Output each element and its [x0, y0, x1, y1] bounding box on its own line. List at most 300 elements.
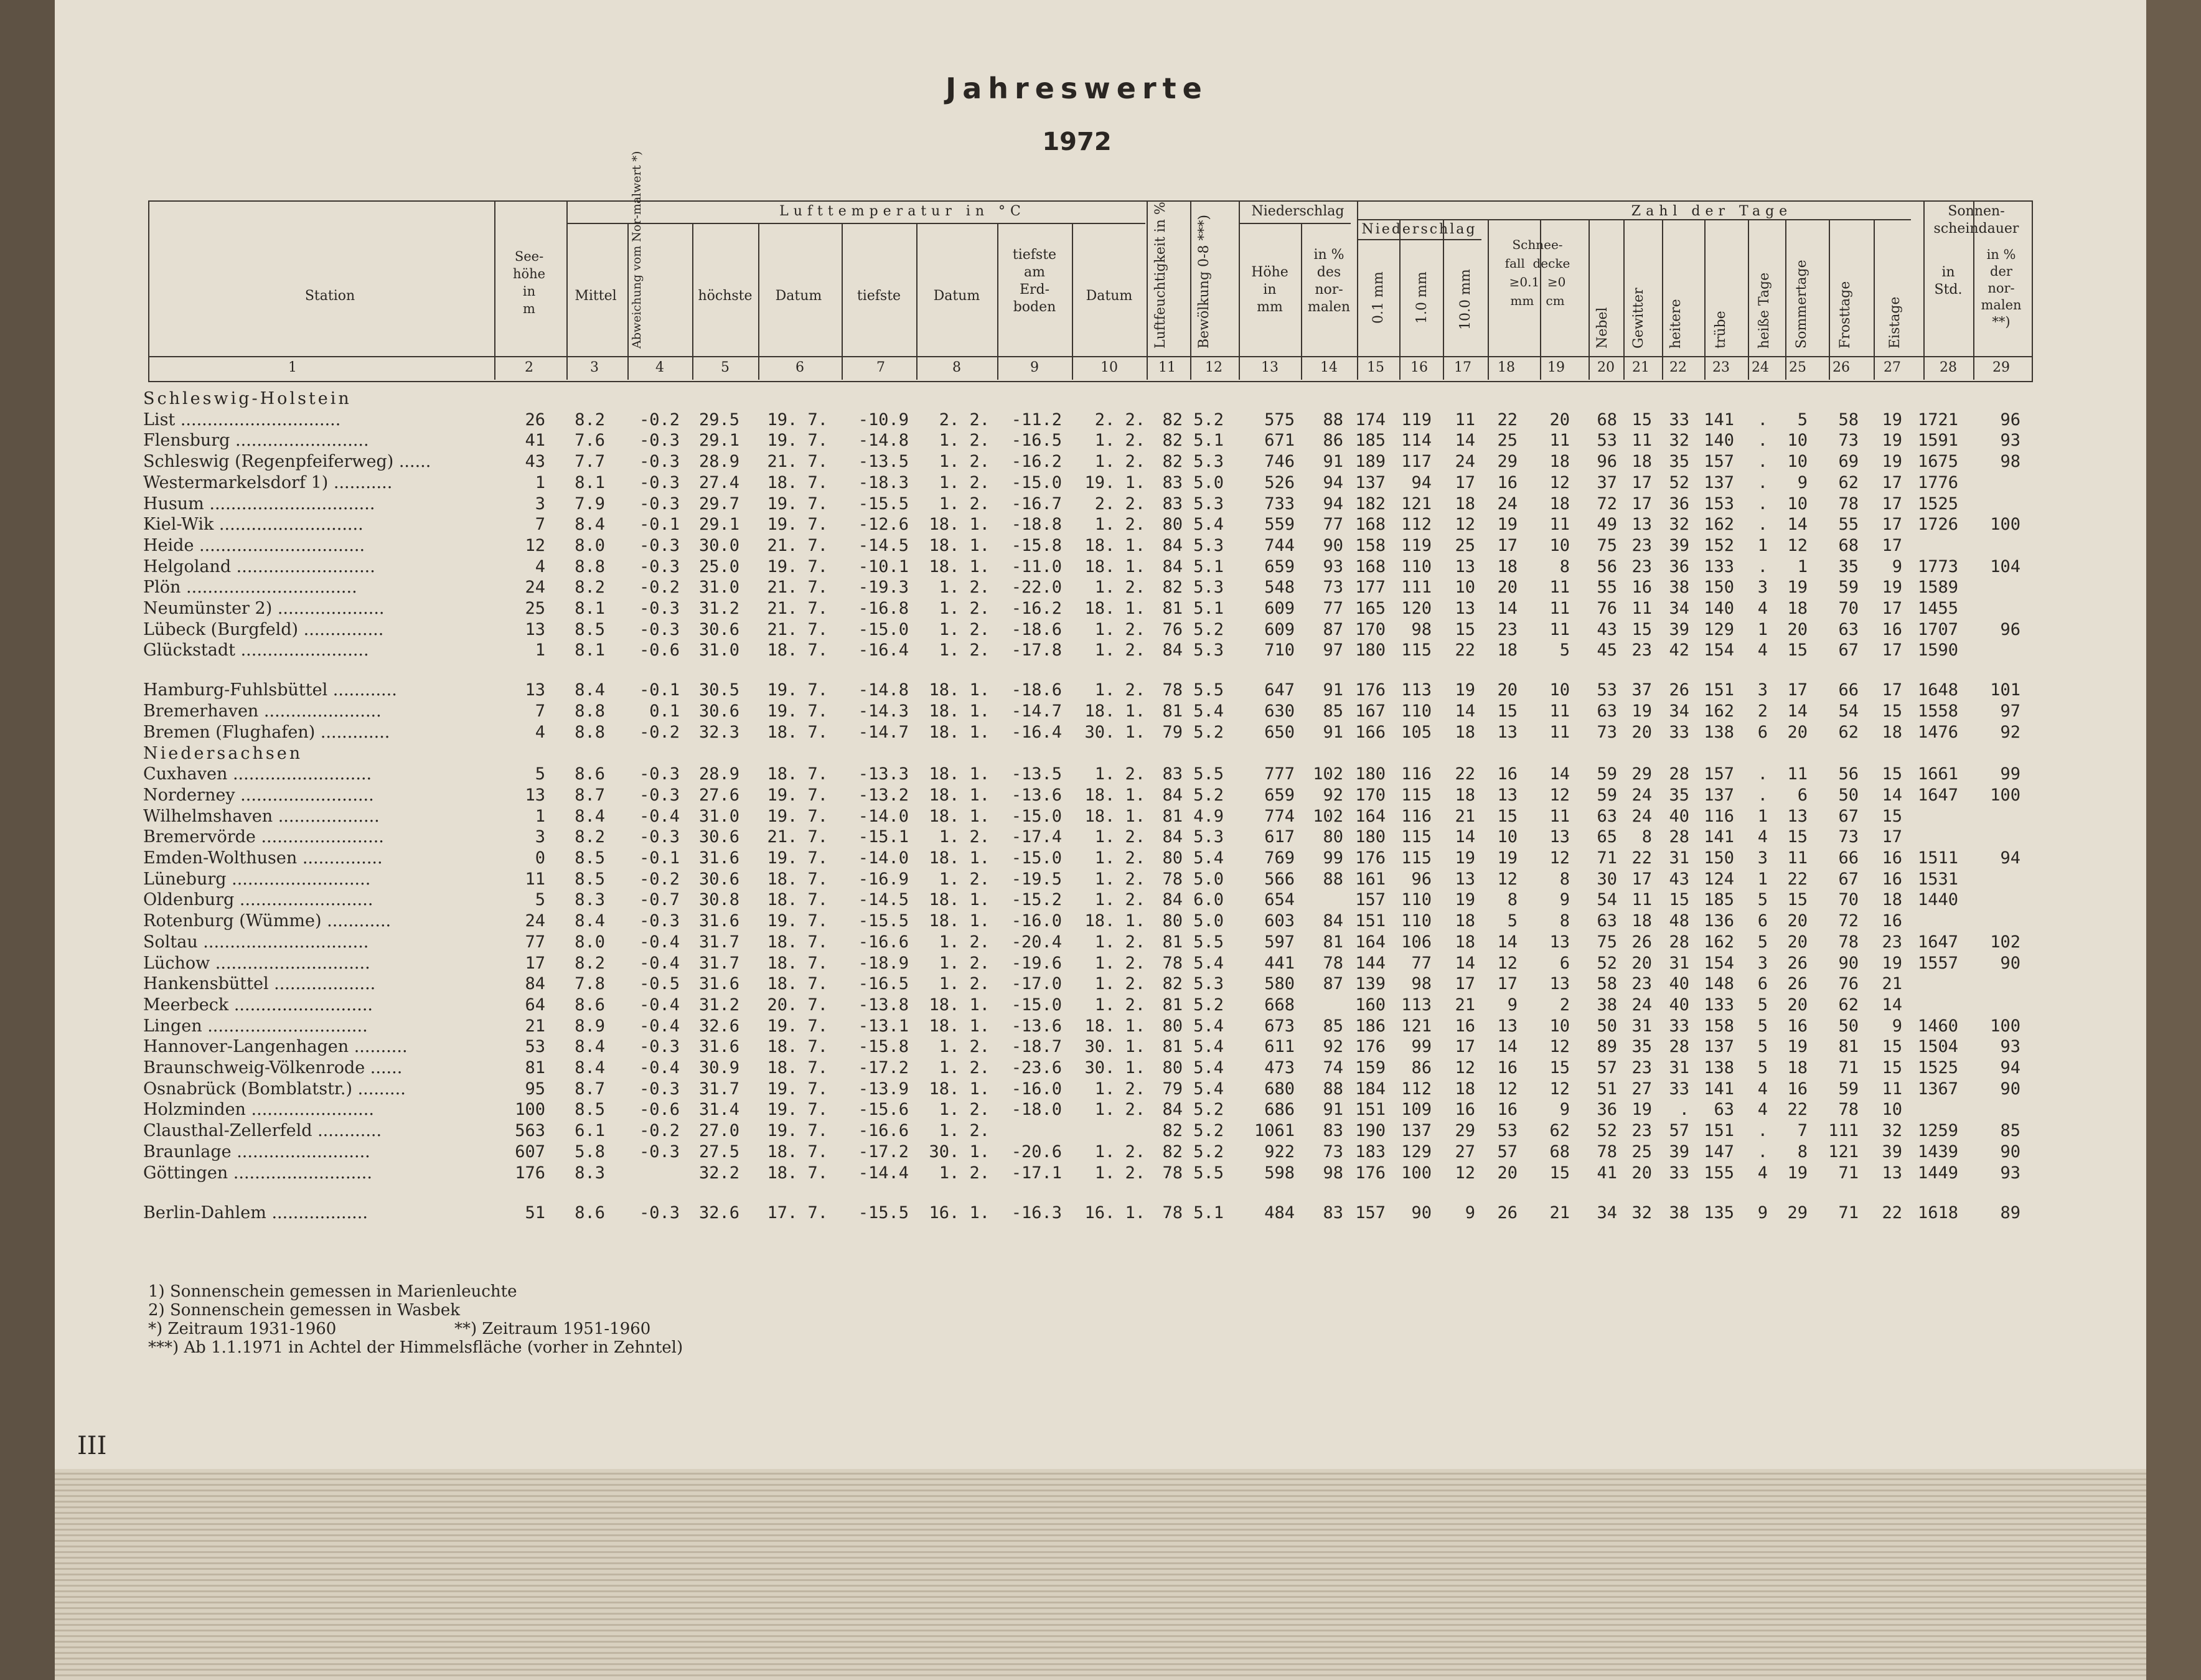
table-cell: -0.5 [639, 974, 680, 994]
header-rule-v-21 [1704, 219, 1706, 380]
table-cell: 3 [1757, 848, 1768, 868]
table-cell: 33 [1669, 1163, 1689, 1183]
table-cell: 609 [1264, 599, 1295, 618]
table-cell: -15.1 [858, 827, 909, 847]
table-cell: 83 [1323, 1121, 1343, 1141]
table-cell: 26 [1669, 680, 1689, 700]
table-cell: 184 [1355, 1079, 1386, 1099]
table-cell: 1. 2. [939, 1121, 990, 1141]
table-cell: -0.3 [639, 472, 680, 492]
table-cell: 617 [1264, 827, 1295, 847]
table-cell: 580 [1264, 974, 1295, 994]
table-cell: 4 [535, 556, 545, 576]
table-cell: 1. 2. [1094, 578, 1145, 598]
table-cell: 98 [1323, 1163, 1343, 1183]
book-edge-left [0, 0, 55, 1680]
table-cell: 1590 [1917, 641, 1958, 660]
table-cell: 157 [1704, 452, 1734, 472]
header-heitere: heitere [1668, 299, 1684, 349]
table-cell: 78 [1838, 932, 1859, 952]
table-cell: 18. 7. [767, 890, 828, 910]
table-cell: 13 [1497, 785, 1518, 805]
table-cell: 30.9 [698, 1058, 739, 1078]
table-cell: 5.2 [1193, 619, 1224, 639]
table-cell: 1. 2. [1094, 1142, 1145, 1161]
table-cell: 5 [1757, 1058, 1768, 1078]
column-number: 28 [1940, 360, 1957, 375]
table-cell: 14 [1882, 785, 1902, 805]
table-cell: 17 [1882, 515, 1902, 535]
table-cell: 1. 2. [1094, 641, 1145, 660]
footnote: 2) Sonnenschein gemessen in Wasbek [148, 1301, 460, 1320]
table-cell: 20 [1497, 680, 1518, 700]
table-row [143, 786, 2035, 807]
table-cell: 78 [1838, 494, 1859, 514]
header-nebel: Nebel [1595, 307, 1610, 349]
table-cell: 120 [1401, 599, 1432, 618]
table-cell: 121 [1401, 494, 1432, 514]
table-cell: 4 [1757, 827, 1768, 847]
table-cell: 17 [1497, 974, 1518, 994]
table-cell: 78 [1162, 680, 1183, 700]
table-cell: 24 [1631, 806, 1652, 826]
table-row [143, 1016, 2035, 1038]
table-cell: 1. 2. [939, 599, 990, 618]
table-cell: 43 [1597, 619, 1617, 639]
table-cell: 24 [525, 911, 545, 931]
table-cell: 8.5 [575, 1100, 605, 1120]
table-cell: 1. 2. [1094, 452, 1145, 472]
table-cell: 20 [1787, 619, 1808, 639]
table-cell: 110 [1401, 556, 1432, 576]
table-cell: 92 [1323, 785, 1343, 805]
table-cell: 19 [1631, 1100, 1652, 1120]
table-cell: -0.2 [639, 578, 680, 598]
table-row [143, 911, 2035, 932]
table-cell: 6.0 [1193, 890, 1224, 910]
table-cell: 13 [525, 785, 545, 805]
table-cell: 21. 7. [767, 535, 828, 555]
table-cell: 1. 2. [939, 641, 990, 660]
table-cell: 62 [1838, 995, 1859, 1015]
table-cell: -18.3 [858, 472, 909, 492]
table-cell: 1776 [1917, 472, 1958, 492]
table-cell: 1 [535, 806, 545, 826]
column-number: 14 [1320, 360, 1338, 375]
table-cell: 83 [1323, 1203, 1343, 1222]
table-cell: 16 [1497, 764, 1518, 784]
table-cell: 182 [1355, 494, 1386, 514]
table-cell: 100 [515, 1100, 545, 1120]
station-name: Braunschweig-Völkenrode ...... [143, 1058, 403, 1078]
table-cell: 109 [1401, 1100, 1432, 1120]
table-cell: 3 [1757, 578, 1768, 598]
table-cell: 27 [1631, 1079, 1652, 1099]
table-cell: 115 [1401, 848, 1432, 868]
table-row [143, 620, 2035, 641]
table-cell: 84 [525, 974, 545, 994]
table-cell: -0.4 [639, 932, 680, 952]
column-number: 22 [1669, 360, 1687, 375]
table-cell: 26 [1631, 932, 1652, 952]
table-cell: 8.1 [575, 472, 605, 492]
table-cell: 2. 2. [1094, 494, 1145, 514]
table-cell: 35 [1669, 452, 1689, 472]
table-cell: 158 [1704, 1016, 1734, 1036]
table-cell: 5.1 [1193, 1203, 1224, 1222]
header-hoehe-mm: Höhe in mm [1251, 265, 1288, 315]
header-frosttage: Frosttage [1837, 281, 1853, 349]
table-row [143, 1100, 2035, 1121]
table-row [143, 1203, 2035, 1224]
table-cell: 1 [535, 472, 545, 492]
table-cell: 111 [1401, 578, 1432, 598]
table-cell: 14 [1455, 953, 1475, 973]
table-cell: 84 [1323, 911, 1343, 931]
table-cell: 18. 7. [767, 472, 828, 492]
table-cell: 81 [1162, 702, 1183, 721]
table-cell: 50 [1597, 1016, 1617, 1036]
table-cell: 9 [1892, 556, 1902, 576]
table-cell: 1 [535, 641, 545, 660]
table-cell: -14.0 [858, 806, 909, 826]
table-cell: -0.2 [639, 869, 680, 889]
table-cell: 5.2 [1193, 995, 1224, 1015]
table-cell: 17. 7. [767, 1203, 828, 1222]
table-cell: 29.5 [698, 410, 739, 429]
table-cell: 4.9 [1193, 806, 1224, 826]
table-cell: 441 [1264, 953, 1295, 973]
table-cell: 56 [1838, 764, 1859, 784]
station-name: Neumünster 2) .................... [143, 599, 385, 618]
table-cell: 82 [1162, 974, 1183, 994]
table-cell: 8.5 [575, 869, 605, 889]
table-cell: 23 [1631, 641, 1652, 660]
header-rule-v-10 [1190, 200, 1191, 380]
table-cell: 37 [1631, 680, 1652, 700]
table-cell: 68 [1838, 535, 1859, 555]
header-rule-nieder-tage [1357, 239, 1481, 240]
table-cell: 17 [1882, 535, 1902, 555]
table-cell: 30. 1. [929, 1142, 990, 1161]
table-cell: 5.5 [1193, 764, 1224, 784]
table-cell: 53 [1597, 680, 1617, 700]
table-cell: 28 [1669, 764, 1689, 784]
table-cell: 11 [1631, 890, 1652, 910]
table-cell: 30.6 [698, 827, 739, 847]
table-cell: -14.5 [858, 535, 909, 555]
table-cell: 15 [1787, 641, 1808, 660]
table-cell: 92 [1323, 1037, 1343, 1057]
table-cell: 57 [1597, 1058, 1617, 1078]
table-cell: 18 [1882, 722, 1902, 742]
table-cell: 6 [1757, 911, 1768, 931]
table-cell: 54 [1838, 702, 1859, 721]
table-cell: 18. 1. [929, 515, 990, 535]
table-cell: 16. 1. [929, 1203, 990, 1222]
table-cell: 157 [1355, 1203, 1386, 1222]
table-cell: 11 [1549, 599, 1570, 618]
table-cell: 9 [1757, 1203, 1768, 1222]
table-cell: 32 [1669, 431, 1689, 451]
table-cell: -0.3 [639, 619, 680, 639]
table-cell: 6.1 [575, 1121, 605, 1141]
table-cell: 57 [1669, 1121, 1689, 1141]
table-cell: 15 [1787, 890, 1808, 910]
table-cell: 8.7 [575, 785, 605, 805]
table-cell: 18. 1. [929, 702, 990, 721]
table-cell: 76 [1162, 619, 1183, 639]
table-cell: 38 [1669, 1203, 1689, 1222]
table-cell: 20 [1631, 953, 1652, 973]
header-hoechste: höchste [698, 288, 753, 304]
table-cell: 18. 1. [929, 680, 990, 700]
table-cell: 21 [1882, 974, 1902, 994]
table-cell: 89 [1597, 1037, 1617, 1057]
column-number: 17 [1454, 360, 1471, 375]
table-cell: 5.4 [1193, 1058, 1224, 1078]
table-cell: 15 [1549, 1163, 1570, 1183]
table-cell: 39 [1882, 1142, 1902, 1161]
table-cell: 13 [525, 619, 545, 639]
table-cell: 100 [1990, 785, 2020, 805]
table-cell: 13 [1497, 722, 1518, 742]
table-cell: 80 [1162, 848, 1183, 868]
table-cell: 1. 2. [1094, 827, 1145, 847]
table-row [143, 1163, 2035, 1185]
table-cell: -0.3 [639, 452, 680, 472]
table-cell: 8.2 [575, 827, 605, 847]
table-cell: 11 [1455, 410, 1475, 429]
table-cell: 45 [1597, 641, 1617, 660]
table-cell: 33 [1669, 1079, 1689, 1099]
table-cell: 12 [525, 535, 545, 555]
table-cell: 1. 2. [1094, 1163, 1145, 1183]
header-niederschlag: Niederschlag [1251, 204, 1345, 219]
table-cell: 29 [1631, 764, 1652, 784]
table-cell: 1. 2. [939, 1100, 990, 1120]
table-cell: 38 [1669, 578, 1689, 598]
table-row [143, 515, 2035, 536]
table-cell: 90 [2000, 1079, 2020, 1099]
table-cell: 6 [1559, 953, 1570, 973]
table-cell: 630 [1264, 702, 1295, 721]
table-cell: 609 [1264, 619, 1295, 639]
table-row [143, 410, 2035, 431]
table-cell: 88 [1323, 1079, 1343, 1099]
table-cell: 1. 2. [939, 1037, 990, 1057]
table-cell: 41 [525, 431, 545, 451]
table-cell: 11 [1549, 578, 1570, 598]
table-cell: 17 [1882, 494, 1902, 514]
table-cell: 10 [1549, 1016, 1570, 1036]
table-cell: 1525 [1917, 494, 1958, 514]
station-name: Kiel-Wik ........................... [143, 515, 364, 535]
table-cell: 1589 [1917, 578, 1958, 598]
table-cell: 16 [1882, 619, 1902, 639]
table-cell: 659 [1264, 556, 1295, 576]
station-name: Soltau ............................... [143, 932, 369, 952]
table-cell: 79 [1162, 1079, 1183, 1099]
table-cell: 167 [1355, 702, 1386, 721]
table-cell: 17 [1455, 1037, 1475, 1057]
table-cell: 98 [2000, 452, 2020, 472]
table-cell: 19. 7. [767, 1079, 828, 1099]
station-name: Hannover-Langenhagen .......... [143, 1037, 408, 1057]
table-cell: 144 [1355, 953, 1386, 973]
table-cell: -0.4 [639, 1016, 680, 1036]
table-cell: 97 [1323, 641, 1343, 660]
table-cell: 13 [1549, 974, 1570, 994]
table-cell: 23 [1497, 619, 1518, 639]
table-cell: 18 [1455, 494, 1475, 514]
table-row [143, 723, 2035, 744]
table-cell: 19 [1882, 953, 1902, 973]
table-cell: 10 [1787, 452, 1808, 472]
table-cell: 94 [1411, 472, 1432, 492]
table-cell: 26 [1497, 1203, 1518, 1222]
table-cell: -13.6 [1011, 1016, 1062, 1036]
table-cell: 5.2 [1193, 785, 1224, 805]
table-cell: 1675 [1917, 452, 1958, 472]
table-cell: -16.0 [1011, 1079, 1062, 1099]
header-bewoelkung: Bewölkung 0-8 ***) [1196, 214, 1212, 349]
table-cell: 5.1 [1193, 556, 1224, 576]
table-cell: 5 [535, 764, 545, 784]
column-number: 7 [876, 360, 885, 375]
table-cell: 5 [1757, 1016, 1768, 1036]
table-cell: 1. 2. [939, 494, 990, 514]
table-cell: 16 [1497, 1100, 1518, 1120]
table-cell: 22 [1787, 869, 1808, 889]
column-number: 9 [1030, 360, 1039, 375]
table-cell: 119 [1401, 535, 1432, 555]
table-cell: 5.4 [1193, 953, 1224, 973]
table-row [143, 1037, 2035, 1058]
table-cell: 18. 1. [929, 890, 990, 910]
table-cell: 104 [1990, 556, 2020, 576]
table-cell: 18. 1. [929, 806, 990, 826]
table-cell: -17.2 [858, 1058, 909, 1078]
table-cell: 27.4 [698, 472, 739, 492]
table-cell: 21 [1549, 1203, 1570, 1222]
header-rule-v-15 [1443, 219, 1444, 380]
table-cell: 7.8 [575, 974, 605, 994]
table-cell: 23 [1631, 974, 1652, 994]
table-cell: 777 [1264, 764, 1295, 784]
table-cell: 3 [1757, 953, 1768, 973]
table-cell: 31.7 [698, 932, 739, 952]
table-cell: 1259 [1917, 1121, 1958, 1141]
table-cell: -16.3 [1011, 1203, 1062, 1222]
station-name: Lübeck (Burgfeld) ............... [143, 619, 384, 639]
table-cell: 19. 1. [1084, 472, 1145, 492]
table-cell: 106 [1401, 932, 1432, 952]
table-cell: 5.8 [575, 1142, 605, 1161]
table-cell: 59 [1597, 785, 1617, 805]
table-cell: 6 [1797, 785, 1808, 805]
table-cell: -0.1 [639, 848, 680, 868]
header-seehoehe: See- höhe in m [512, 249, 546, 316]
table-cell: 1721 [1917, 410, 1958, 429]
table-cell: 81 [1838, 1037, 1859, 1057]
table-cell: 101 [1990, 680, 2020, 700]
table-cell: 54 [1597, 890, 1617, 910]
table-cell: 18. 1. [1084, 1016, 1145, 1036]
table-cell: 18. 7. [767, 722, 828, 742]
table-cell: 1. 2. [939, 1163, 990, 1183]
table-cell: 91 [1323, 722, 1343, 742]
table-cell: 597 [1264, 932, 1295, 952]
table-cell: 8.3 [575, 890, 605, 910]
table-cell: 59 [1597, 764, 1617, 784]
table-cell: 8.4 [575, 515, 605, 535]
table-cell: 34 [1669, 599, 1689, 618]
table-cell: 1647 [1917, 932, 1958, 952]
header-in-std: in Std. [1934, 265, 1963, 298]
station-name: Rotenburg (Wümme) ............ [143, 911, 392, 931]
table-cell: -0.1 [639, 680, 680, 700]
table-cell: 21. 7. [767, 578, 828, 598]
table-row [143, 954, 2035, 975]
table-cell: -0.4 [639, 995, 680, 1015]
table-cell: 82 [1162, 1142, 1183, 1161]
table-cell: 19. 7. [767, 702, 828, 721]
table-cell: 81 [525, 1058, 545, 1078]
table-cell: 1 [1757, 535, 1768, 555]
table-cell: 16 [1882, 848, 1902, 868]
table-row [143, 536, 2035, 557]
header-rule-v-25 [1874, 219, 1875, 380]
table-cell: 31 [1631, 1016, 1652, 1036]
table-cell: 7.7 [575, 452, 605, 472]
table-cell: 17 [1455, 974, 1475, 994]
table-cell: 7 [1797, 1121, 1808, 1141]
table-cell: 8.9 [575, 1016, 605, 1036]
table-cell: 116 [1401, 764, 1432, 784]
table-cell: 96 [2000, 619, 2020, 639]
table-cell: 15 [1497, 806, 1518, 826]
table-cell: 19 [1787, 1163, 1808, 1183]
column-number: 11 [1158, 360, 1176, 375]
table-cell: 10 [1787, 431, 1808, 451]
table-cell: 95 [525, 1079, 545, 1099]
table-cell: 3 [535, 494, 545, 514]
table-cell: 77 [525, 932, 545, 952]
header-truebe: trübe [1713, 311, 1729, 349]
table-cell: -15.5 [858, 494, 909, 514]
header-rule-v-22 [1748, 219, 1749, 380]
table-cell: -11.2 [1011, 410, 1062, 429]
table-cell: -14.7 [1011, 702, 1062, 721]
table-cell: 1. 2. [1094, 869, 1145, 889]
header-rule-v-23 [1785, 219, 1786, 380]
table-cell: 18 [1455, 785, 1475, 805]
table-cell: -16.6 [858, 1121, 909, 1141]
table-cell: 3 [1757, 680, 1768, 700]
table-cell: 680 [1264, 1079, 1295, 1099]
table-cell: -19.3 [858, 578, 909, 598]
table-cell: 710 [1264, 641, 1295, 660]
table-cell: 19 [1497, 848, 1518, 868]
table-cell: 73 [1323, 1142, 1343, 1161]
header-eistage: Eistage [1887, 296, 1903, 349]
table-cell: 8.2 [575, 410, 605, 429]
table-cell: 1440 [1917, 890, 1958, 910]
table-cell: 23 [1631, 535, 1652, 555]
table-cell: -14.5 [858, 890, 909, 910]
table-cell: 73 [1838, 431, 1859, 451]
